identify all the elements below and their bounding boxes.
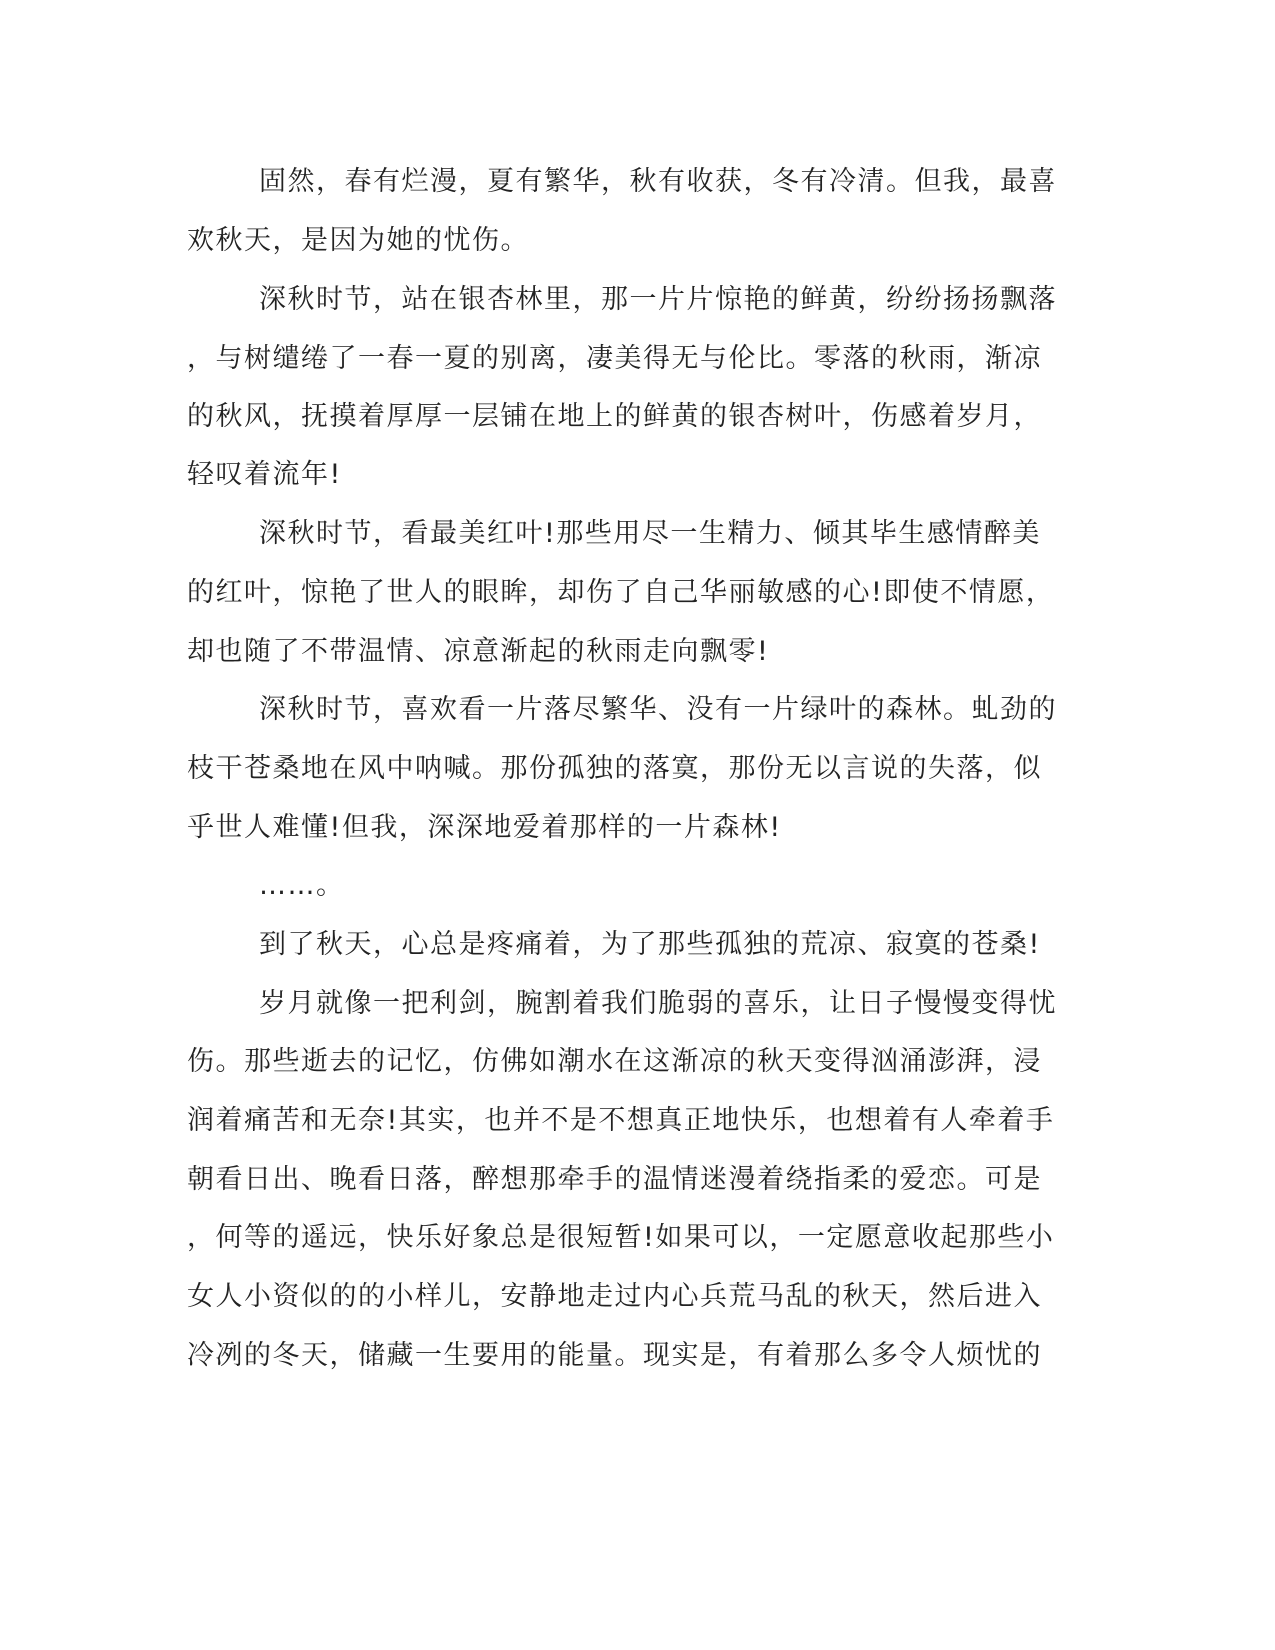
text-line: 伤。那些逝去的记忆，仿佛如潮水在这渐凉的秋天变得汹涌澎湃，浸 — [187, 1046, 1042, 1077]
text-line: 枝干苍桑地在风中呐喊。那份孤独的落寞，那份无以言说的失落，似 — [187, 753, 1042, 784]
text-line: 深秋时节，站在银杏林里，那一片片惊艳的鲜黄，纷纷扬扬飘落 — [259, 284, 1057, 315]
text-line: 却也随了不带温情、凉意渐起的秋雨走向飘零! — [187, 636, 770, 667]
text-line: 女人小资似的的小样儿，安静地走过内心兵荒马乱的秋天，然后进入 — [187, 1281, 1042, 1312]
text-line: 固然，春有烂漫，夏有繁华，秋有收获，冬有冷清。但我，最喜 — [259, 166, 1057, 197]
text-line: 欢秋天，是因为她的忧伤。 — [187, 225, 529, 256]
text-line: 冷冽的冬天，储藏一生要用的能量。现实是，有着那么多令人烦忧的 — [187, 1340, 1042, 1371]
text-line: 深秋时节，看最美红叶!那些用尽一生精力、倾其毕生感情醉美 — [259, 518, 1041, 549]
text-line: ……。 — [259, 870, 345, 901]
text-line: 朝看日出、晚看日落，醉想那牵手的温情迷漫着绕指柔的爱恋。可是 — [187, 1164, 1042, 1195]
text-line: 到了秋天，心总是疼痛着，为了那些孤独的荒凉、寂寞的苍桑! — [259, 929, 1041, 960]
text-line: 乎世人难懂!但我，深深地爱着那样的一片森林! — [187, 812, 782, 843]
text-line: 的秋风，抚摸着厚厚一层铺在地上的鲜黄的银杏树叶，伤感着岁月， — [187, 401, 1042, 432]
text-line: 润着痛苦和无奈!其实，也并不是不想真正地快乐，也想着有人牵着手 — [187, 1105, 1055, 1136]
text-line: ，与树缱绻了一春一夏的别离，凄美得无与伦比。零落的秋雨，渐凉 — [187, 343, 1042, 374]
text-line: 岁月就像一把利剑，腕割着我们脆弱的喜乐，让日子慢慢变得忧 — [259, 988, 1057, 1019]
text-line: 深秋时节，喜欢看一片落尽繁华、没有一片绿叶的森林。虬劲的 — [259, 694, 1057, 725]
text-line: 的红叶，惊艳了世人的眼眸，却伤了自己华丽敏感的心!即使不情愿， — [187, 577, 1055, 608]
text-line: 轻叹着流年! — [187, 459, 342, 490]
text-line: ，何等的遥远，快乐好象总是很短暂!如果可以，一定愿意收起那些小 — [187, 1222, 1055, 1253]
